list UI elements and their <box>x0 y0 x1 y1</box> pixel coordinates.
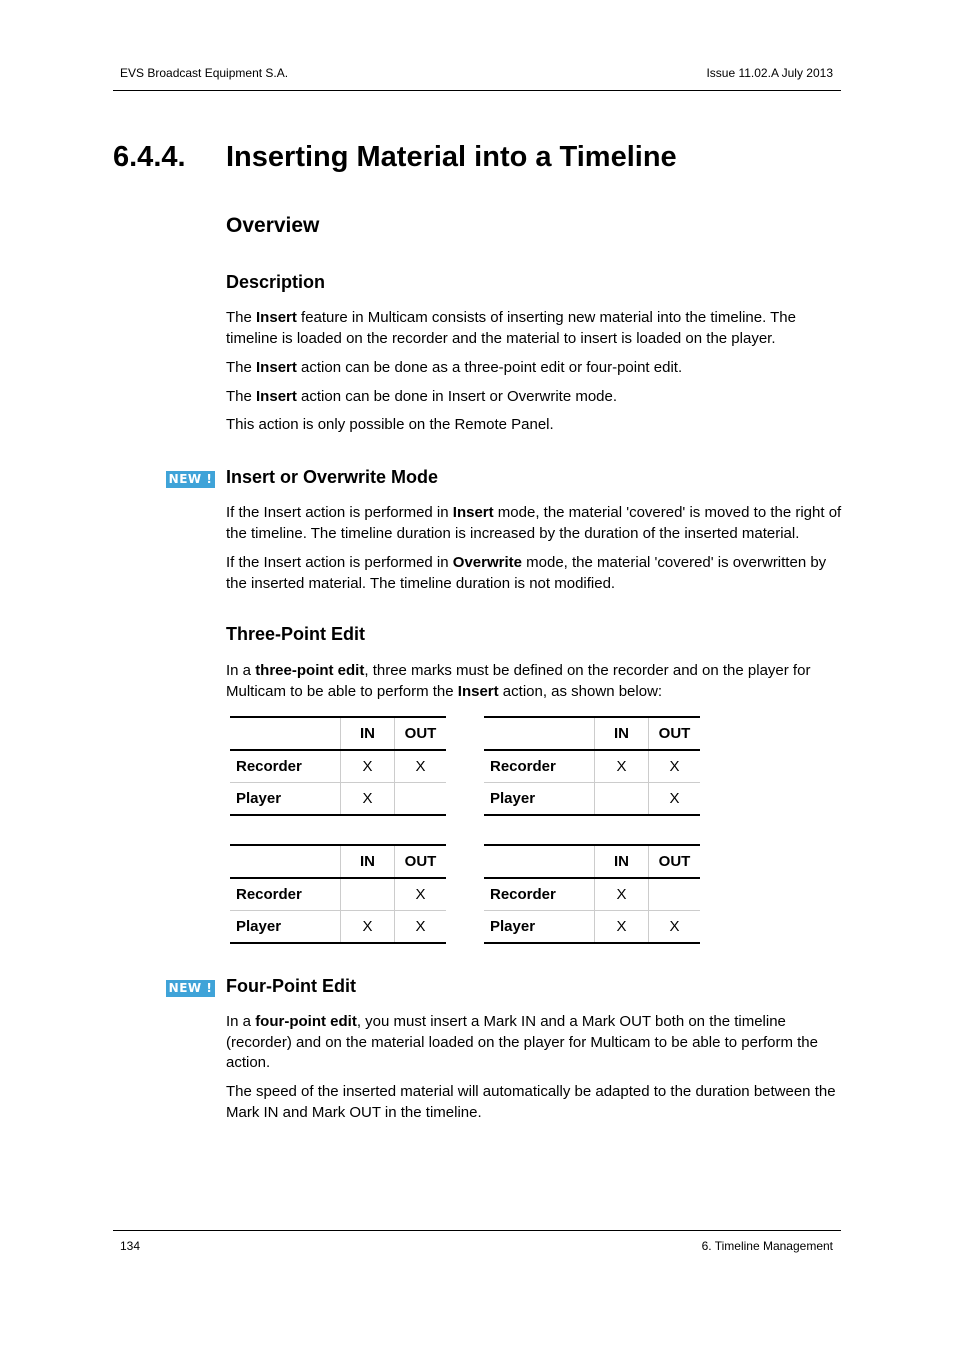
marks-table-2: IN OUT Recorder X X Player X <box>484 716 700 816</box>
four-point-paragraph-1: In a four-point edit, you must insert a Mark IN and a Mark OUT both on the timeline (recorder) and on the material loaded on the player for Multicam to be able to perform the action. <box>226 1013 818 1071</box>
section-title <box>113 141 677 174</box>
new-badge: NEW ! <box>166 980 215 997</box>
mode-paragraph-2: If the Insert action is performed in Overwrite mode, the material 'covered' is overwritten by the inserted material. The timeline duration is not modified. <box>226 554 827 592</box>
new-badge: NEW ! <box>166 471 215 488</box>
marks-table-1: IN OUT Recorder X X Player X <box>230 716 446 816</box>
section-number: 6.4.4. <box>113 141 186 173</box>
description-paragraph-2: The Insert action can be done as a three-point edit or four-point edit. <box>226 359 683 376</box>
page-footer <box>113 1230 841 1261</box>
description-heading: Description <box>226 272 326 292</box>
description-paragraph-4: This action is only possible on the Remote Panel. <box>226 416 554 433</box>
mode-heading: Insert or Overwrite Mode <box>226 467 439 487</box>
header-issue: Issue 11.02.A July 2013 <box>706 66 833 80</box>
page-number: 134 <box>120 1239 141 1253</box>
three-point-heading: Three-Point Edit <box>226 624 365 644</box>
page-header <box>113 60 841 91</box>
four-point-heading: Four-Point Edit <box>226 976 356 996</box>
description-paragraph-1: The Insert feature in Multicam consists of inserting new material into the timeline. The timeline is loaded on the recorder and the material to insert is loaded on the player. <box>226 309 796 347</box>
marks-table-3: IN OUT Recorder X Player X X <box>230 844 446 944</box>
three-point-paragraph: In a three-point edit, three marks must be defined on the recorder and on the player for Multicam to be able to perform the Insert action, as shown below: <box>226 662 811 700</box>
marks-table-4: IN OUT Recorder X Player X X <box>484 844 700 944</box>
four-point-paragraph-2: The speed of the inserted material will automatically be adapted to the duration between the Mark IN and Mark OUT in the timeline. <box>226 1083 836 1121</box>
section-title-text: Inserting Material into a Timeline <box>226 141 677 173</box>
chapter-name: 6. Timeline Management <box>701 1239 833 1253</box>
mode-paragraph-1: If the Insert action is performed in Insert mode, the material 'covered' is moved to the right of the timeline. The timeline duration is increased by the duration of the inserted material. <box>226 504 842 542</box>
description-paragraph-3: The Insert action can be done in Insert or Overwrite mode. <box>226 388 618 405</box>
header-company: EVS Broadcast Equipment S.A. <box>120 66 289 80</box>
overview-heading: Overview <box>226 214 320 237</box>
